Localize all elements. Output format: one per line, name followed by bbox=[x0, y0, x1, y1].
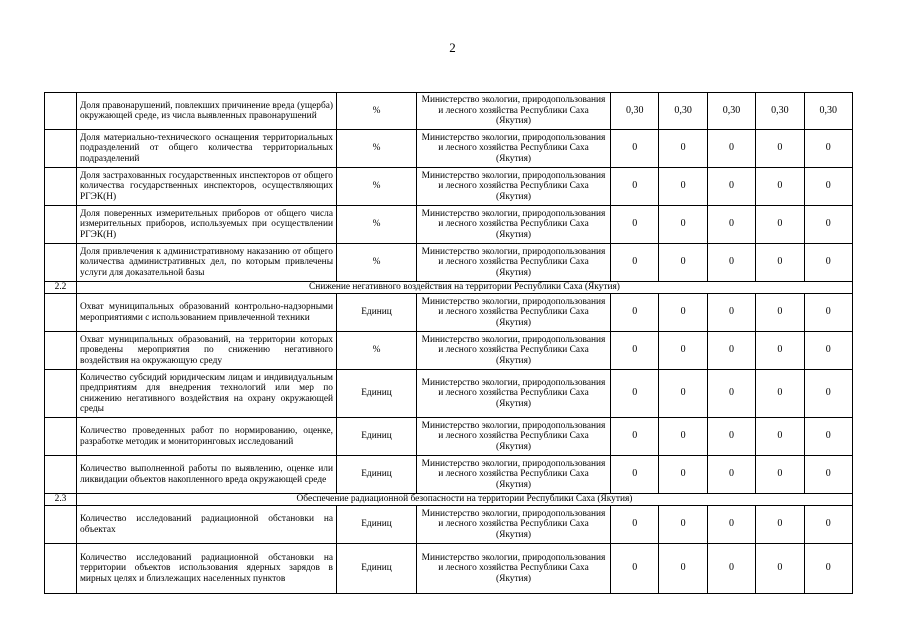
section-title: Снижение негативного воздействия на территории Республики Саха (Якутия) bbox=[77, 282, 853, 294]
indicator-value: 0 bbox=[611, 332, 659, 370]
responsible-executor: Министерство экологии, природопользования и лесного хозяйства Республики Саха (Якутия) bbox=[417, 418, 611, 456]
table-row bbox=[45, 206, 853, 244]
table-row bbox=[45, 130, 853, 168]
indicator-name: Охват муниципальных образований контрольно-надзорными мероприятиями с использованием привлеченной техники bbox=[77, 294, 337, 332]
indicator-value: 0 bbox=[611, 244, 659, 282]
table-row bbox=[45, 544, 853, 594]
indicator-value: 0 bbox=[611, 370, 659, 418]
indicator-unit: % bbox=[337, 93, 417, 130]
indicator-name: Доля правонарушений, повлекших причинение вреда (ущерба) окружающей среде, из числа выявленных правонарушений bbox=[77, 93, 337, 130]
indicator-value: 0 bbox=[804, 332, 852, 370]
indicator-value: 0 bbox=[804, 456, 852, 494]
indicator-value: 0 bbox=[756, 244, 804, 282]
table-row bbox=[45, 418, 853, 456]
indicator-value: 0 bbox=[756, 418, 804, 456]
indicator-name: Доля привлечения к административному наказанию от общего количества административных дел, по которым привлечены услуги для доказательной базы bbox=[77, 244, 337, 282]
indicator-value: 0 bbox=[707, 130, 755, 168]
indicator-value: 0 bbox=[804, 244, 852, 282]
indicator-value: 0,30 bbox=[804, 93, 852, 130]
indicator-value: 0 bbox=[707, 544, 755, 594]
indicator-name: Количество проведенных работ по нормированию, оценке, разработке методик и мониторинговых исследований bbox=[77, 418, 337, 456]
indicator-value: 0 bbox=[804, 130, 852, 168]
indicator-unit: Единиц bbox=[337, 418, 417, 456]
indicator-unit: % bbox=[337, 244, 417, 282]
indicator-value: 0 bbox=[707, 244, 755, 282]
indicator-value: 0 bbox=[659, 294, 707, 332]
table-row bbox=[45, 332, 853, 370]
indicator-value: 0 bbox=[611, 206, 659, 244]
indicator-value: 0 bbox=[707, 206, 755, 244]
indicator-value: 0 bbox=[611, 130, 659, 168]
responsible-executor: Министерство экологии, природопользования и лесного хозяйства Республики Саха (Якутия) bbox=[417, 544, 611, 594]
indicator-name: Доля поверенных измерительных приборов от общего числа измерительных приборов, используемых при осуществлении РГЭК(Н) bbox=[77, 206, 337, 244]
row-number bbox=[45, 456, 77, 494]
indicator-value: 0 bbox=[756, 370, 804, 418]
indicator-name: Доля застрахованных государственных инспекторов от общего количества государственных инспекторов, осуществляющих РГЭК(Н) bbox=[77, 168, 337, 206]
row-number bbox=[45, 244, 77, 282]
indicator-value: 0 bbox=[611, 418, 659, 456]
indicator-name: Доля материально-технического оснащения территориальных подразделений от общего количества территориальных подразделений bbox=[77, 130, 337, 168]
indicator-name: Количество выполненной работы по выявлению, оценке или ликвидации объектов накопленного вреда окружающей среде bbox=[77, 456, 337, 494]
responsible-executor: Министерство экологии, природопользования и лесного хозяйства Республики Саха (Якутия) bbox=[417, 294, 611, 332]
indicator-value: 0 bbox=[707, 418, 755, 456]
responsible-executor: Министерство экологии, природопользования и лесного хозяйства Республики Саха (Якутия) bbox=[417, 93, 611, 130]
responsible-executor: Министерство экологии, природопользования и лесного хозяйства Республики Саха (Якутия) bbox=[417, 206, 611, 244]
row-number bbox=[45, 370, 77, 418]
indicator-value: 0 bbox=[707, 294, 755, 332]
responsible-executor: Министерство экологии, природопользования и лесного хозяйства Республики Саха (Якутия) bbox=[417, 168, 611, 206]
row-number bbox=[45, 93, 77, 130]
indicator-value: 0 bbox=[756, 206, 804, 244]
section-number: 2.3 bbox=[45, 494, 77, 506]
responsible-executor: Министерство экологии, природопользования и лесного хозяйства Республики Саха (Якутия) bbox=[417, 130, 611, 168]
table-row bbox=[45, 506, 853, 544]
indicator-value: 0 bbox=[707, 168, 755, 206]
indicator-value: 0 bbox=[756, 130, 804, 168]
indicator-value: 0 bbox=[756, 456, 804, 494]
indicator-unit: % bbox=[337, 168, 417, 206]
indicator-value: 0 bbox=[707, 370, 755, 418]
indicator-value: 0 bbox=[756, 506, 804, 544]
indicator-value: 0 bbox=[611, 168, 659, 206]
indicator-value: 0 bbox=[804, 506, 852, 544]
indicator-value: 0 bbox=[804, 418, 852, 456]
indicator-value: 0 bbox=[804, 544, 852, 594]
indicator-value: 0 bbox=[707, 506, 755, 544]
responsible-executor: Министерство экологии, природопользования и лесного хозяйства Республики Саха (Якутия) bbox=[417, 244, 611, 282]
indicator-unit: % bbox=[337, 130, 417, 168]
responsible-executor: Министерство экологии, природопользования и лесного хозяйства Республики Саха (Якутия) bbox=[417, 506, 611, 544]
indicator-value: 0 bbox=[659, 418, 707, 456]
table-row bbox=[45, 93, 853, 130]
indicator-value: 0 bbox=[659, 544, 707, 594]
indicator-value: 0 bbox=[756, 544, 804, 594]
indicator-value: 0 bbox=[611, 294, 659, 332]
indicator-unit: % bbox=[337, 206, 417, 244]
indicator-value: 0 bbox=[756, 294, 804, 332]
section-number: 2.2 bbox=[45, 282, 77, 294]
table-row bbox=[45, 294, 853, 332]
indicator-value: 0 bbox=[659, 370, 707, 418]
indicator-value: 0 bbox=[659, 244, 707, 282]
indicator-value: 0 bbox=[804, 370, 852, 418]
indicator-name: Количество исследований радиационной обстановки на территории объектов использования ядерных зарядов в мирных целях и близлежащих населенных пунктов bbox=[77, 544, 337, 594]
indicator-unit: Единиц bbox=[337, 456, 417, 494]
indicator-value: 0,30 bbox=[756, 93, 804, 130]
indicator-value: 0,30 bbox=[659, 93, 707, 130]
indicator-unit: Единиц bbox=[337, 506, 417, 544]
indicator-unit: Единиц bbox=[337, 544, 417, 594]
indicator-name: Количество субсидий юридическим лицам и индивидуальным предприятиям для внедрения технологий или мер по снижению негативного воздействия на охрану окружающей среды bbox=[77, 370, 337, 418]
section-title: Обеспечение радиационной безопасности на территории Республики Саха (Якутия) bbox=[77, 494, 853, 506]
row-number bbox=[45, 506, 77, 544]
indicator-value: 0 bbox=[707, 332, 755, 370]
table-row bbox=[45, 168, 853, 206]
indicator-name: Охват муниципальных образований, на территории которых проведены мероприятия по снижению негативного воздействия на окружающую среду bbox=[77, 332, 337, 370]
indicator-value: 0 bbox=[756, 332, 804, 370]
row-number bbox=[45, 332, 77, 370]
responsible-executor: Министерство экологии, природопользования и лесного хозяйства Республики Саха (Якутия) bbox=[417, 370, 611, 418]
row-number bbox=[45, 168, 77, 206]
indicator-value: 0 bbox=[804, 294, 852, 332]
indicator-value: 0 bbox=[659, 456, 707, 494]
indicator-value: 0 bbox=[804, 206, 852, 244]
indicator-value: 0 bbox=[611, 456, 659, 494]
indicator-value: 0 bbox=[611, 544, 659, 594]
indicator-unit: Единиц bbox=[337, 370, 417, 418]
indicator-value: 0 bbox=[659, 332, 707, 370]
indicator-value: 0 bbox=[756, 168, 804, 206]
indicator-value: 0 bbox=[804, 168, 852, 206]
section-row bbox=[45, 494, 853, 506]
table-row bbox=[45, 456, 853, 494]
indicator-value: 0 bbox=[659, 168, 707, 206]
indicator-unit: % bbox=[337, 332, 417, 370]
row-number bbox=[45, 206, 77, 244]
indicator-value: 0 bbox=[659, 206, 707, 244]
section-row bbox=[45, 282, 853, 294]
table-row bbox=[45, 244, 853, 282]
row-number bbox=[45, 130, 77, 168]
indicator-value: 0 bbox=[659, 506, 707, 544]
indicator-value: 0,30 bbox=[707, 93, 755, 130]
indicators-table bbox=[44, 92, 853, 594]
indicator-unit: Единиц bbox=[337, 294, 417, 332]
responsible-executor: Министерство экологии, природопользования и лесного хозяйства Республики Саха (Якутия) bbox=[417, 456, 611, 494]
page-number: 2 bbox=[449, 40, 456, 55]
indicator-value: 0 bbox=[659, 130, 707, 168]
indicator-name: Количество исследований радиационной обстановки на объектах bbox=[77, 506, 337, 544]
row-number bbox=[45, 294, 77, 332]
indicator-value: 0 bbox=[707, 456, 755, 494]
table-row bbox=[45, 370, 853, 418]
indicator-value: 0,30 bbox=[611, 93, 659, 130]
indicator-value: 0 bbox=[611, 506, 659, 544]
row-number bbox=[45, 544, 77, 594]
responsible-executor: Министерство экологии, природопользования и лесного хозяйства Республики Саха (Якутия) bbox=[417, 332, 611, 370]
row-number bbox=[45, 418, 77, 456]
